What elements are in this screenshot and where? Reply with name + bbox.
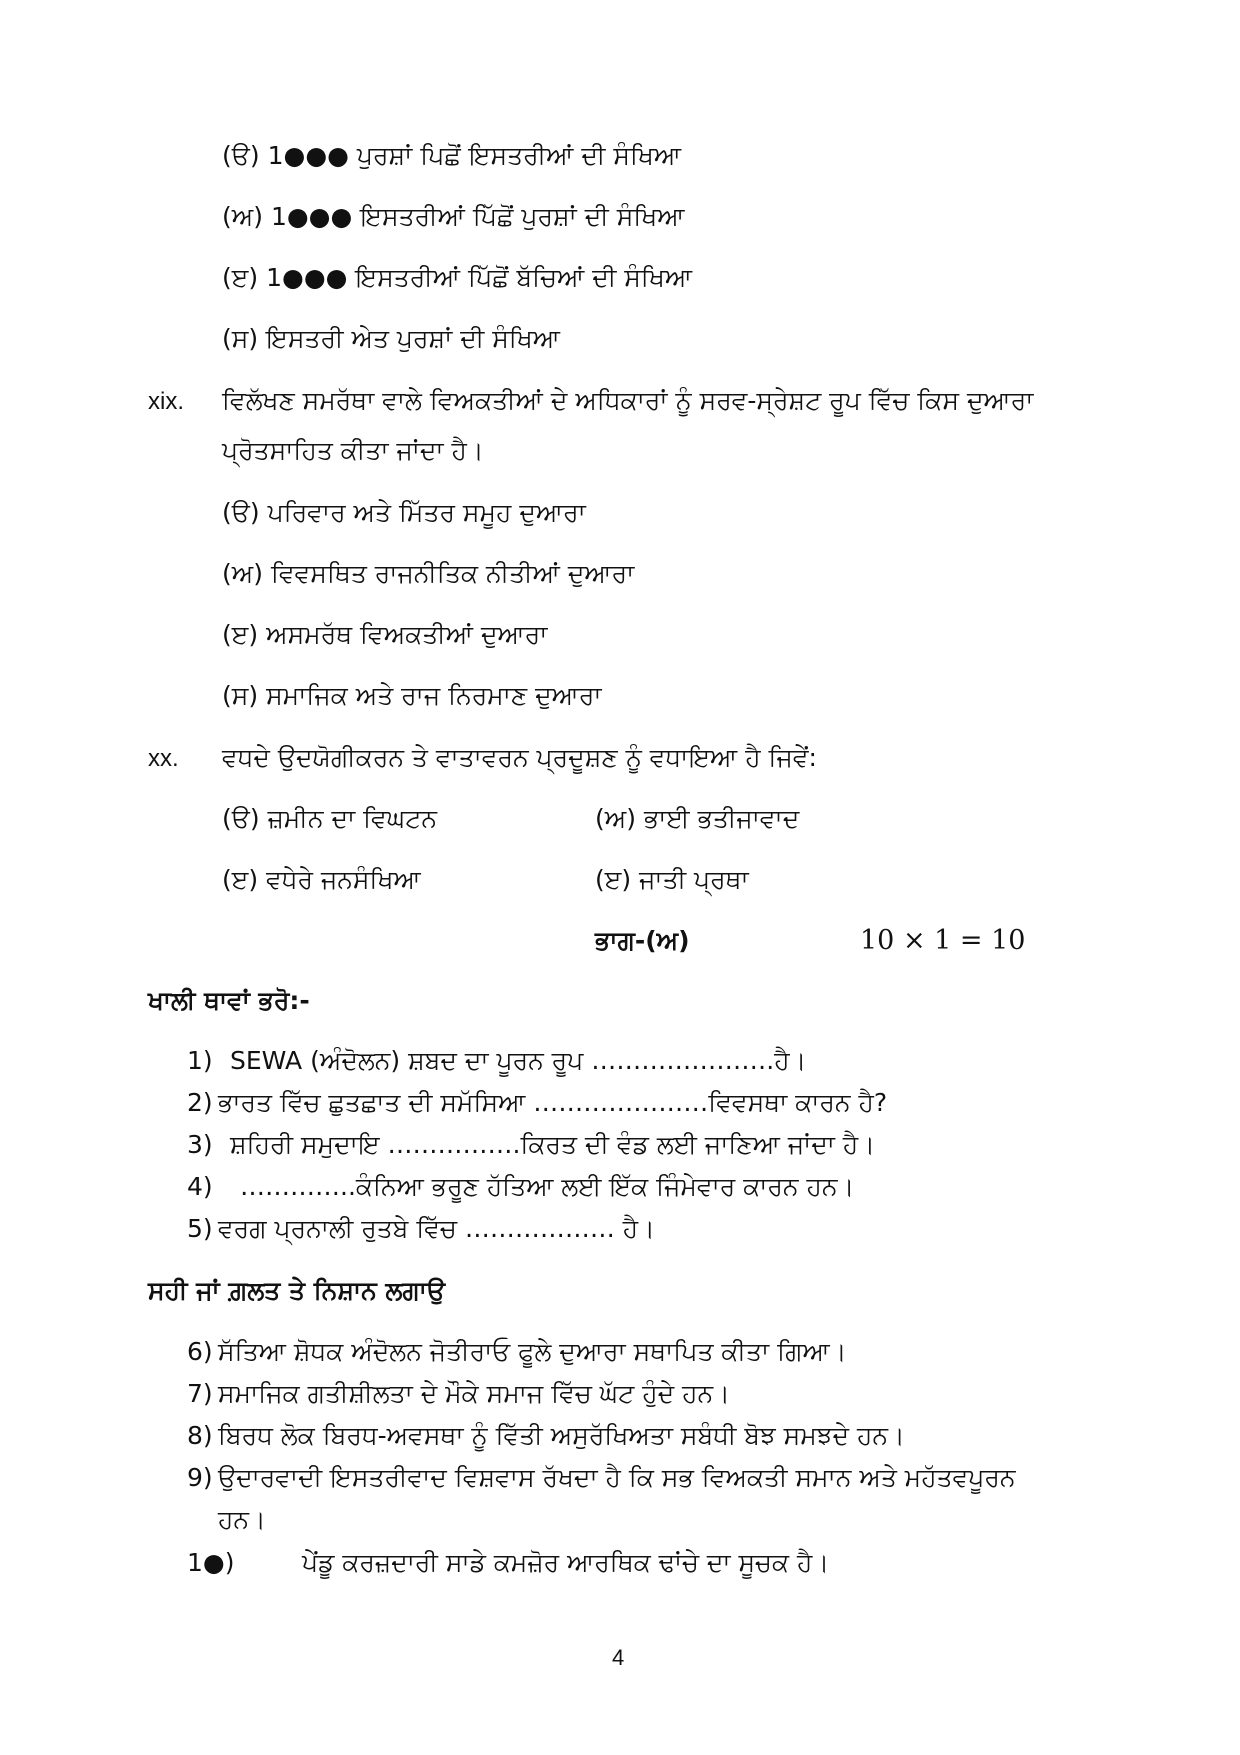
- true-false-number: 1●): [187, 1548, 235, 1577]
- q20-number: xx.: [148, 745, 179, 772]
- fill-blanks-heading: ਖਾਲੀ ਥਾਵਾਂ ਭਰੋ:-: [148, 986, 310, 1015]
- true-false-text: ਬਿਰਧ ਲੋਕ ਬਿਰਧ-ਅਵਸਥਾ ਨੂੰ ਵਿੱਤੀ ਅਸੁਰੱਖਿਅਤਾ ਸਬੰਧੀ ਬੋਝ ਸਮਝਦੇ ਹਨ।: [218, 1421, 905, 1450]
- fill-blank-number: 1): [187, 1046, 213, 1075]
- q18-option-c: (ੲ) 1●●● ਇਸਤਰੀਆਂ ਪਿੱਛੋਂ ਬੱਚਿਆਂ ਦੀ ਸੰਖਿਆ: [222, 263, 693, 292]
- section-title: ਭਾਗ-(ਅ): [595, 926, 690, 955]
- q19-text-line1: ਵਿਲੱਖਣ ਸਮਰੱਥਾ ਵਾਲੇ ਵਿਅਕਤੀਆਂ ਦੇ ਅਧਿਕਾਰਾਂ ਨੂੰ ਸਰਵ-ਸ੍ਰੇਸ਼ਟ ਰੂਪ ਵਿੱਚ ਕਿਸ ਦੁਆਰਾ: [222, 386, 1034, 415]
- q18-option-d: (ਸ) ਇਸਤਰੀ ਅੇਤ ਪੁਰਸ਼ਾਂ ਦੀ ਸੰਖਿਆ: [222, 324, 560, 353]
- true-false-text: ਸੱਤਿਆ ਸ਼ੋਧਕ ਅੰਦੋਲਨ ਜੋਤੀਰਾਓ ਫੂਲੇ ਦੁਆਰਾ ਸਥਾਪਿਤ ਕੀਤਾ ਗਿਆ।: [218, 1337, 847, 1366]
- fill-blank-number: 3): [187, 1130, 213, 1159]
- true-false-number: 6): [187, 1337, 213, 1366]
- fill-blank-text: …………..ਕੰਨਿਆ ਭਰੂਣ ਹੱਤਿਆ ਲਈ ਇੱਕ ਜਿੰਮੇਵਾਰ ਕਾਰਨ ਹਨ।: [240, 1172, 855, 1201]
- fill-blank-text: ਸ਼ਹਿਰੀ ਸਮੁਦਾਇ …………….ਕਿਰਤ ਦੀ ਵੰਡ ਲਈ ਜਾਣਿਆ ਜਾਂਦਾ ਹੈ।: [230, 1130, 876, 1159]
- true-false-text: ਪੇਂਡੂ ਕਰਜ਼ਦਾਰੀ ਸਾਡੇ ਕਮਜ਼ੋਰ ਆਰਥਿਕ ਢਾਂਚੇ ਦਾ ਸੂਚਕ ਹੈ।: [302, 1548, 830, 1577]
- q20-text: ਵਧਦੇ ਉਦਯੋਗੀਕਰਨ ਤੇ ਵਾਤਾਵਰਨ ਪ੍ਰਦੂਸ਼ਣ ਨੂੰ ਵਧਾਇਆ ਹੈ ਜਿਵੇਂ:: [222, 743, 817, 772]
- q20-option-d: (ੲ) ਜਾਤੀ ਪ੍ਰਥਾ: [595, 865, 749, 894]
- section-marks: 10 × 1 = 10: [860, 925, 1026, 956]
- true-false-text: ਸਮਾਜਿਕ ਗਤੀਸ਼ੀਲਤਾ ਦੇ ਮੌਕੇ ਸਮਾਜ ਵਿੱਚ ਘੱਟ ਹੁੰਦੇ ਹਨ।: [218, 1379, 730, 1408]
- q19-option-d: (ਸ) ਸਮਾਜਿਕ ਅਤੇ ਰਾਜ ਨਿਰਮਾਣ ਦੁਆਰਾ: [222, 681, 602, 710]
- q20-option-c: (ੲ) ਵਧੇਰੇ ਜਨਸੰਖਿਆ: [222, 865, 421, 894]
- q18-option-b: (ਅ) 1●●● ਇਸਤਰੀਆਂ ਪਿੱਛੋਂ ਪੁਰਸ਼ਾਂ ਦੀ ਸੰਖਿਆ: [222, 202, 685, 231]
- fill-blank-text: SEWA (ਅੰਦੋਲਨ) ਸ਼ਬਦ ਦਾ ਪੂਰਨ ਰੂਪ ………………….ਹੈ।: [230, 1046, 807, 1075]
- q19-text-line2: ਪ੍ਰੋਤਸਾਹਿਤ ਕੀਤਾ ਜਾਂਦਾ ਹੈ।: [222, 436, 484, 465]
- true-false-number: 7): [187, 1379, 213, 1408]
- q19-option-b: (ਅ) ਵਿਵਸਥਿਤ ਰਾਜਨੀਤਿਕ ਨੀਤੀਆਂ ਦੁਆਰਾ: [222, 559, 635, 588]
- page-number: 4: [612, 1645, 625, 1670]
- true-false-number: 9): [187, 1463, 213, 1492]
- q18-option-a: (ੳ) 1●●● ਪੁਰਸ਼ਾਂ ਪਿਛੋਂ ਇਸਤਰੀਆਂ ਦੀ ਸੰਖਿਆ: [222, 141, 682, 170]
- q20-option-b: (ਅ) ਭਾਈ ਭਤੀਜਾਵਾਦ: [595, 804, 800, 833]
- q19-number: xix.: [148, 388, 184, 415]
- fill-blank-number: 5): [187, 1214, 213, 1243]
- fill-blank-number: 2): [187, 1088, 213, 1117]
- q19-option-a: (ੳ) ਪਰਿਵਾਰ ਅਤੇ ਮਿੱਤਰ ਸਮੂਹ ਦੁਆਰਾ: [222, 498, 586, 527]
- true-false-text: ਉਦਾਰਵਾਦੀ ਇਸਤਰੀਵਾਦ ਵਿਸ਼ਵਾਸ ਰੱਖਦਾ ਹੈ ਕਿ ਸਭ ਵਿਅਕਤੀ ਸਮਾਨ ਅਤੇ ਮਹੱਤਵਪੂਰਨ: [218, 1463, 1016, 1492]
- q19-option-c: (ੲ) ਅਸਮਰੱਥ ਵਿਅਕਤੀਆਂ ਦੁਆਰਾ: [222, 620, 548, 649]
- fill-blank-text: ਵਰਗ ਪ੍ਰਨਾਲੀ ਰੁਤਬੇ ਵਿੱਚ ……………… ਹੈ।: [218, 1214, 655, 1243]
- true-false-text-continued: ਹਨ।: [218, 1505, 266, 1534]
- fill-blank-number: 4): [187, 1172, 213, 1201]
- fill-blank-text: ਭਾਰਤ ਵਿੱਚ ਛੁਤਛਾਤ ਦੀ ਸਮੱਸਿਆ …………………ਵਿਵਸਥਾ ਕਾਰਨ ਹੈ?: [218, 1088, 888, 1117]
- true-false-heading: ਸਹੀ ਜਾਂ ਗ਼ਲਤ ਤੇ ਨਿਸ਼ਾਨ ਲਗਾਉ: [148, 1276, 446, 1305]
- q20-option-a: (ੳ) ਜ਼ਮੀਨ ਦਾ ਵਿਘਟਨ: [222, 804, 438, 833]
- true-false-number: 8): [187, 1421, 213, 1450]
